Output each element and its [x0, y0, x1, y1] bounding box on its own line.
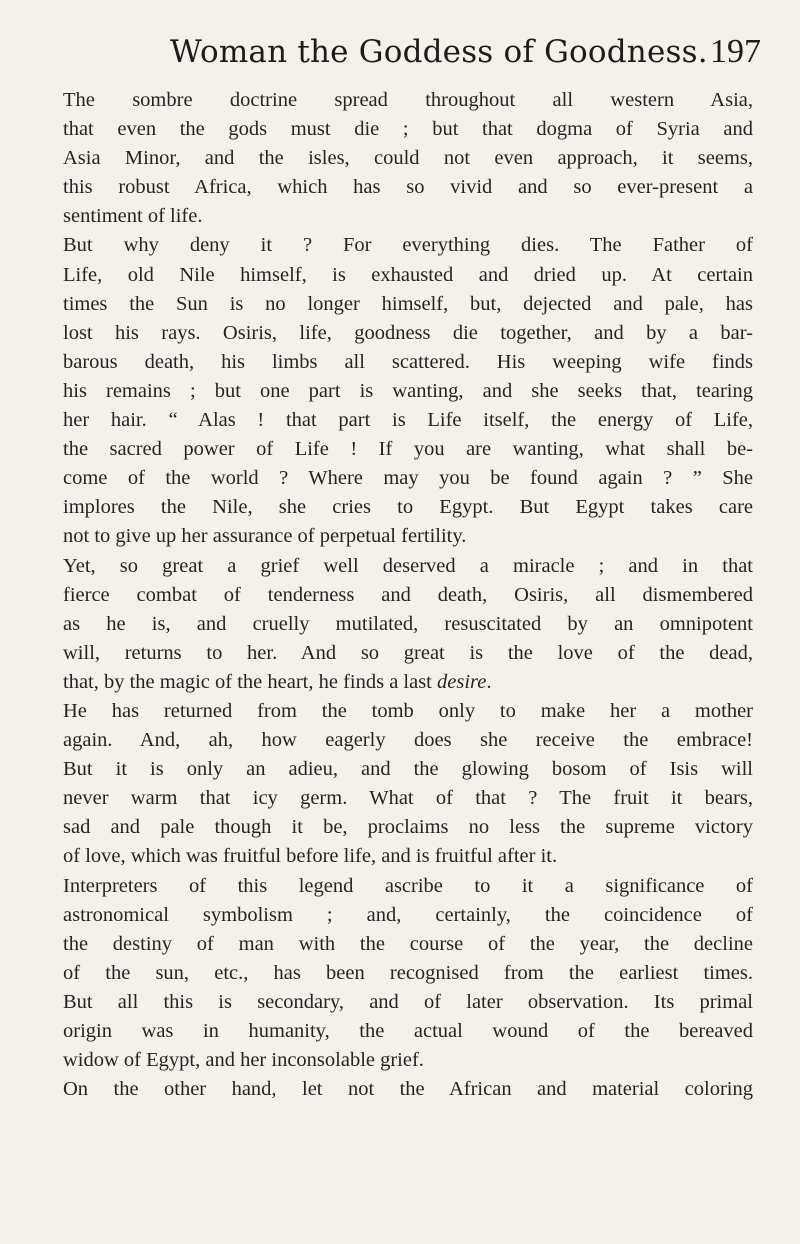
text-line: Interpreters of this legend ascribe to it a significance of	[63, 874, 753, 897]
text-line: barous death, his limbs all scattered. His weeping wife finds	[63, 350, 753, 373]
text-line: that, by the magic of the heart, he finds a last desire.	[63, 670, 492, 693]
emphasized-word: desire	[437, 670, 487, 693]
text-line: widow of Egypt, and her inconsolable grief.	[63, 1049, 424, 1072]
text-line: The sombre doctrine spread throughout all western Asia,	[63, 89, 753, 111]
text-line: lost his rays. Osiris, life, goodness die together, and by a bar-	[63, 321, 753, 344]
text-line: sentiment of life.	[63, 205, 203, 228]
text-line: her hair. “ Alas ! that part is Life itself, the energy of Life,	[63, 409, 753, 432]
page-number: 197	[710, 33, 761, 70]
body-text	[63, 86, 753, 1104]
text-line: Life, old Nile himself, is exhausted and dried up. At certain	[63, 263, 753, 286]
text-line: again. And, ah, how eagerly does she receive the embrace!	[63, 729, 753, 752]
text-line: this robust Africa, which has so vivid and so ever-present a	[63, 176, 753, 199]
text-line: that even the gods must die ; but that dogma of Syria and	[63, 118, 753, 141]
text-line: origin was in humanity, the actual wound of the bereaved	[63, 1020, 753, 1042]
text-line: will, returns to her. And so great is the love of the dead,	[63, 641, 753, 664]
text-line: fierce combat of tenderness and death, Osiris, all dismembered	[63, 583, 753, 606]
text-line: sad and pale though it be, proclaims no less the supreme victory	[63, 816, 753, 839]
text-line: never warm that icy germ. What of that ? The fruit it bears,	[63, 787, 753, 810]
text-line: not to give up her assurance of perpetual fertility.	[63, 525, 467, 548]
text-line: But why deny it ? For everything dies. The Father of	[63, 234, 753, 257]
text-line: But all this is secondary, and of later observation. Its primal	[63, 990, 753, 1013]
text-line: the destiny of man with the course of the year, the decline	[63, 932, 753, 955]
running-head-title: Woman the Goddess of Goodness.	[170, 34, 708, 70]
text-line: of love, which was fruitful before life, and is fruitful after it.	[63, 845, 558, 868]
text-line: astronomical symbolism ; and, certainly, the coincidence of	[63, 903, 753, 926]
text-line: his remains ; but one part is wanting, and she seeks that, tearing	[63, 379, 753, 402]
text-line: On the other hand, let not the African and material coloring	[63, 1078, 753, 1101]
text-line: as he is, and cruelly mutilated, resuscitated by an omnipotent	[63, 612, 753, 635]
text-line: come of the world ? Where may you be found again ? ” She	[63, 467, 753, 490]
text-line: But it is only an adieu, and the glowing bosom of Isis will	[63, 758, 753, 781]
text-line: implores the Nile, she cries to Egypt. But Egypt takes care	[63, 496, 753, 519]
text-line: Yet, so great a grief well deserved a miracle ; and in that	[63, 554, 753, 577]
text-line: the sacred power of Life ! If you are wanting, what shall be-	[63, 438, 753, 461]
text-line: of the sun, etc., has been recognised from the earliest times.	[63, 961, 753, 984]
text-line: times the Sun is no longer himself, but, dejected and pale, has	[63, 292, 753, 315]
text-line: He has returned from the tomb only to make her a mother	[63, 699, 753, 722]
text-line: Asia Minor, and the isles, could not even approach, it seems,	[63, 147, 753, 170]
